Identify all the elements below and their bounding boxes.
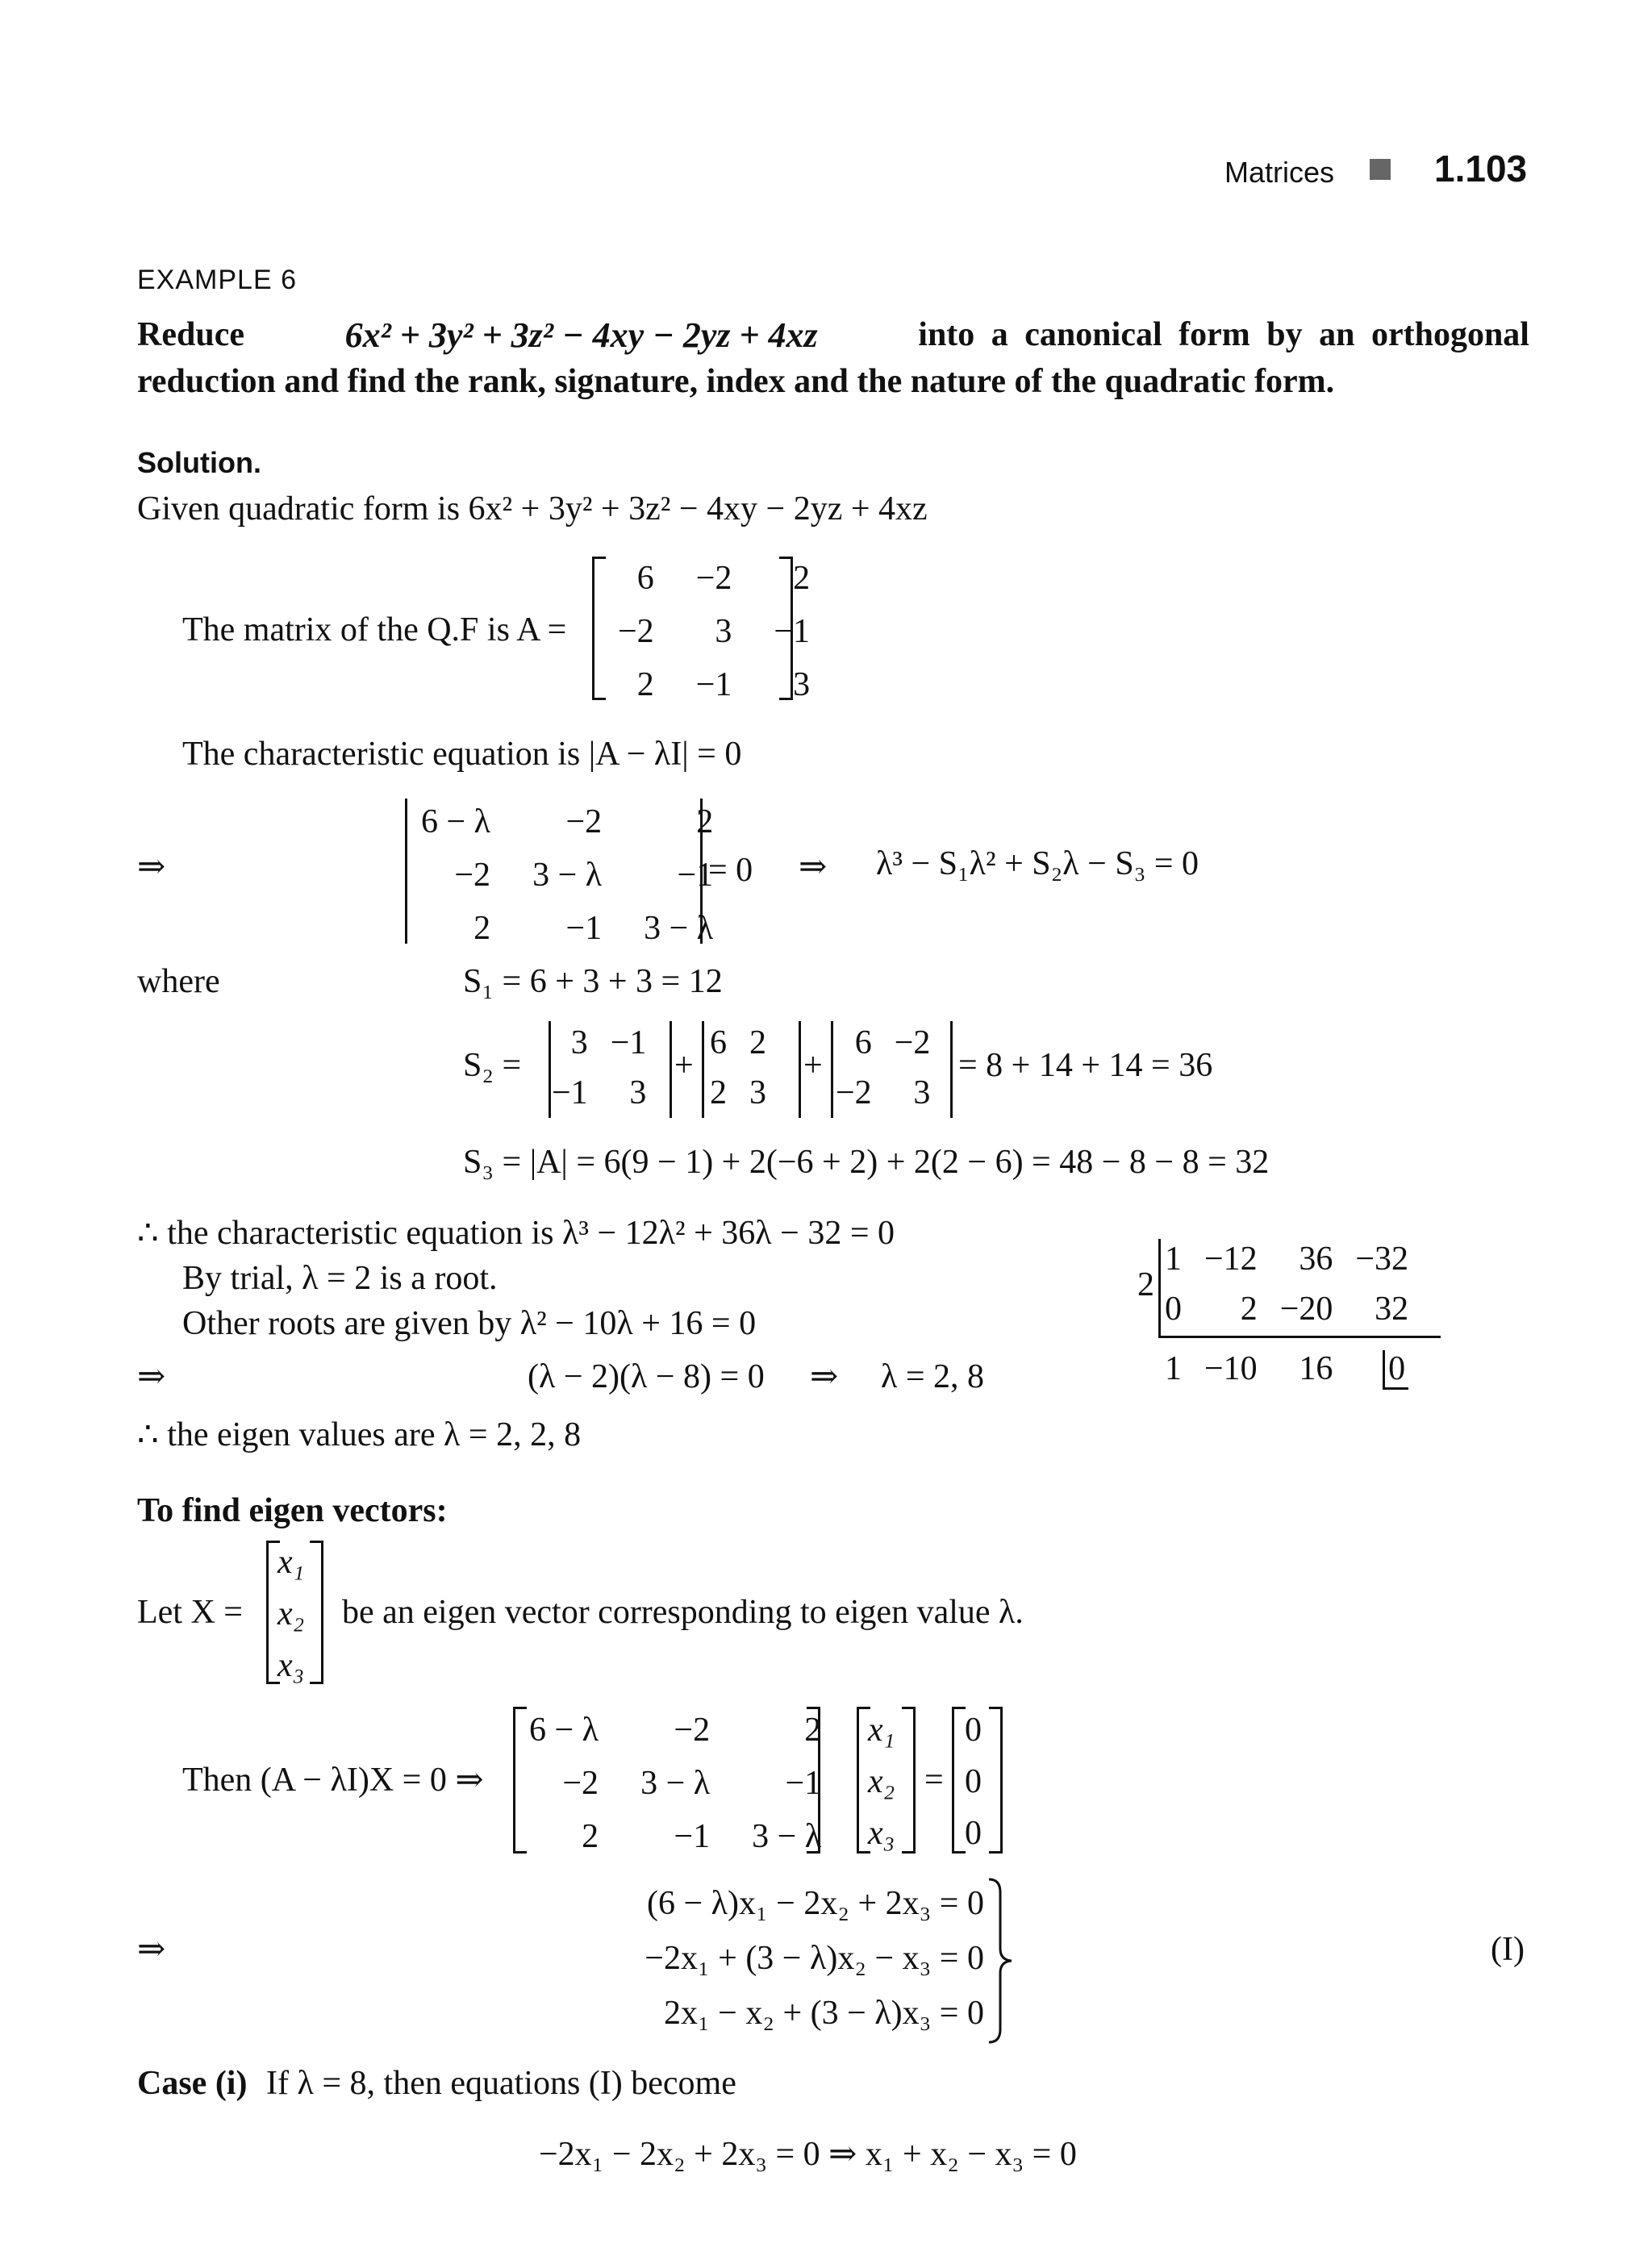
matrix-a — [597, 552, 831, 711]
problem-line-2: reduction and find the rank, signature, index and the nature of the quadratic form. — [137, 363, 1335, 400]
case-equation: −2x₁ − 2x₂ + 2x₃ = 0 ⇒ x₁ + x₂ − x₃ = 0 — [539, 2136, 1077, 2173]
det-matrix — [400, 795, 734, 955]
synthetic-division — [1153, 1234, 1420, 1403]
system-right-brace — [986, 1876, 1018, 2045]
cell: −2 — [618, 613, 654, 650]
cell: 0 — [965, 1815, 982, 1852]
problem-line1-rest: into a canonical form by an orthogonal — [918, 316, 1529, 353]
cell: 6 — [710, 1024, 727, 1061]
case-text: If λ = 8, then equations (I) become — [266, 2065, 736, 2102]
cell: −1 — [610, 1024, 647, 1061]
synthetic-divisor: 2 — [1137, 1266, 1154, 1303]
cell: 2 — [696, 803, 714, 840]
running-header-section: Matrices — [1224, 156, 1335, 189]
implies-arrow-2: ⇒ — [799, 849, 828, 886]
cell: −2 — [674, 1712, 711, 1749]
then-label: Then (A − λI)X = 0 ⇒ — [182, 1762, 484, 1799]
cell: 2 — [636, 666, 654, 703]
cell: −1 — [677, 857, 714, 894]
cell: 3 − λ — [644, 910, 714, 947]
minor2-right — [799, 1021, 801, 1118]
coef-vector-x — [858, 1703, 904, 1860]
solution-label: Solution. — [137, 446, 261, 479]
cell: −20 — [1279, 1291, 1333, 1328]
cell: 3 — [749, 1074, 766, 1111]
implies-arrow-3: ⇒ — [137, 1358, 166, 1395]
cell: −10 — [1204, 1350, 1258, 1387]
s2-minor-1 — [540, 1018, 657, 1118]
s1-line: S₁ = 6 + 3 + 3 = 12 — [463, 963, 723, 1000]
cell: x₃ — [277, 1647, 305, 1684]
cell: 1 — [1165, 1241, 1182, 1278]
synthetic-remainder — [1344, 1334, 1420, 1403]
problem-reduce: Reduce — [137, 316, 244, 353]
cell: −2 — [894, 1024, 931, 1061]
cell: 2 — [793, 560, 811, 597]
cell: 16 — [1299, 1350, 1333, 1387]
cell: −2 — [565, 803, 603, 840]
cell: 2 — [473, 910, 491, 947]
page-number: 1.103 — [1434, 148, 1528, 190]
problem-line-1 — [137, 315, 1529, 355]
cell: 6 — [854, 1024, 872, 1061]
cell: 2 — [582, 1818, 599, 1855]
cell: −1 — [552, 1074, 588, 1111]
equation-1: (6 − λ)x₁ − 2x₂ + 2x₃ = 0 — [646, 1885, 984, 1922]
cell: −1 — [774, 613, 811, 650]
cell: 36 — [1299, 1241, 1333, 1278]
cell: −1 — [674, 1818, 711, 1855]
cell: 3 − λ — [640, 1765, 711, 1802]
cell: 2 — [710, 1074, 727, 1111]
cell: 2 — [1240, 1291, 1258, 1328]
cell: −32 — [1355, 1241, 1409, 1278]
eigen-values: ∴ the eigen values are λ = 2, 2, 8 — [137, 1416, 582, 1453]
by-trial: By trial, λ = 2 is a root. — [182, 1260, 498, 1297]
implies-arrow-5: ⇒ — [137, 1931, 166, 1968]
cell: 6 − λ — [421, 803, 491, 840]
equation-3: 2x₁ − x₂ + (3 − λ)x₃ = 0 — [663, 1995, 984, 2032]
therefore-char-eq: ∴ the characteristic equation is λ³ − 12λ² + 36λ − 32 = 0 — [137, 1215, 895, 1252]
eigvec-heading: To find eigen vectors: — [137, 1492, 448, 1529]
cell: 0 — [965, 1763, 982, 1800]
cell: 3 − λ — [752, 1818, 822, 1855]
case-label: Case (i) — [137, 2065, 248, 2102]
cell: x₁ — [277, 1544, 305, 1581]
cell: −12 — [1204, 1241, 1258, 1278]
let-x-rest: be an eigen vector corresponding to eigen value λ. — [342, 1594, 1024, 1631]
cell: x₂ — [277, 1595, 305, 1633]
cell: 0 — [965, 1712, 982, 1749]
s2-minor-3 — [824, 1018, 941, 1118]
equation-system — [613, 1876, 984, 2041]
equation-2: −2x₁ + (3 − λ)x₂ − x₃ = 0 — [645, 1940, 984, 1977]
s2-minor-2 — [699, 1018, 778, 1118]
cell: 6 — [636, 560, 654, 597]
cell: 2 — [804, 1712, 822, 1749]
where-label: where — [137, 963, 220, 1000]
coef-matrix — [508, 1703, 842, 1863]
s2-result: = 8 + 14 + 14 = 36 — [958, 1047, 1213, 1084]
remainder-value: 0 — [1383, 1350, 1408, 1390]
cell: 3 — [715, 613, 732, 650]
plus-2: + — [803, 1047, 823, 1084]
factor-result: λ = 2, 8 — [881, 1358, 985, 1395]
implies-arrow-1: ⇒ — [137, 849, 166, 886]
cell: −2 — [454, 857, 491, 894]
vector-equals: = — [924, 1762, 944, 1799]
system-tag: (I) — [1491, 1931, 1525, 1968]
s2-label: S₂ = — [463, 1047, 522, 1084]
cell: x₁ — [868, 1712, 895, 1749]
matrix-intro: The matrix of the Q.F is A = — [182, 611, 567, 648]
example-label: EXAMPLE 6 — [137, 265, 297, 295]
other-roots: Other roots are given by λ² − 10λ + 16 = 0 — [182, 1305, 757, 1342]
vector-x — [268, 1536, 314, 1692]
header-square-icon — [1370, 159, 1391, 180]
implies-arrow-4: ⇒ — [810, 1358, 839, 1395]
problem-expression: 6x² + 3y² + 3z² − 4xy − 2yz + 4xz — [344, 315, 818, 355]
cell: 0 — [1165, 1291, 1182, 1328]
cell: 2 — [749, 1024, 766, 1061]
cell: 3 — [570, 1024, 588, 1061]
cell: 3 — [913, 1074, 931, 1111]
cell: −2 — [695, 560, 732, 597]
cell: x₂ — [868, 1763, 895, 1800]
given-form: Given quadratic form is 6x² + 3y² + 3z² − 4xy − 2yz + 4xz — [137, 490, 928, 528]
det-equals-zero: = 0 — [708, 852, 753, 889]
cell: 6 − λ — [529, 1712, 599, 1749]
cell: 32 — [1375, 1291, 1409, 1328]
cell: −1 — [565, 910, 603, 947]
cell: 1 — [1165, 1350, 1182, 1387]
cell: −2 — [836, 1074, 872, 1111]
cell: 3 − λ — [532, 857, 603, 894]
char-eq-intro: The characteristic equation is |A − λI| = 0 — [182, 736, 742, 773]
s3-line: S₃ = |A| = 6(9 − 1) + 2(−6 + 2) + 2(2 − 6) = 48 − 8 − 8 = 32 — [463, 1144, 1270, 1181]
factor-equation: (λ − 2)(λ − 8) = 0 — [528, 1358, 765, 1395]
cell: −1 — [695, 666, 732, 703]
cell: −2 — [562, 1765, 599, 1802]
zero-vector — [955, 1703, 991, 1860]
minor3-right — [950, 1021, 953, 1118]
cell: 3 — [793, 666, 811, 703]
cell: −1 — [785, 1765, 822, 1802]
let-x-label: Let X = — [137, 1594, 243, 1631]
cell: 3 — [629, 1074, 647, 1111]
cubic-general: λ³ − S₁λ² + S₂λ − S₃ = 0 — [876, 845, 1199, 882]
cell: x₃ — [868, 1815, 895, 1852]
minor1-right — [670, 1021, 672, 1118]
plus-1: + — [674, 1047, 694, 1084]
